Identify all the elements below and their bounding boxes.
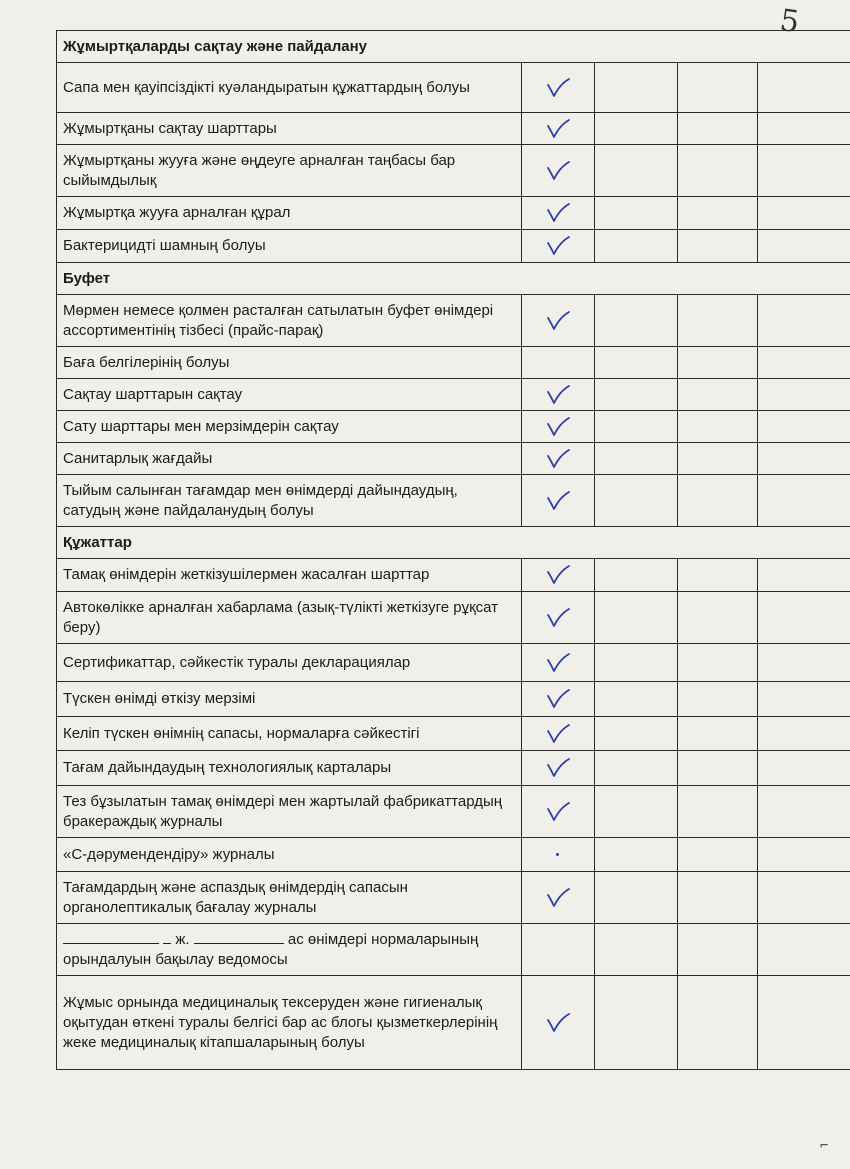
checkmark-icon	[545, 118, 571, 140]
empty-cell	[677, 379, 757, 411]
checkmark-icon	[545, 1012, 571, 1034]
empty-cell	[594, 976, 677, 1070]
checklist-item-label: Автокөлікке арналған хабарлама (азық-түлікті жеткізуге рұқсат беру)	[57, 592, 522, 644]
checklist-item-label	[57, 924, 522, 976]
empty-cell	[594, 838, 677, 872]
checkmark-icon	[545, 310, 571, 332]
empty-cell	[677, 924, 757, 976]
blank-line	[163, 929, 171, 944]
empty-cell	[594, 592, 677, 644]
blank-line	[194, 929, 284, 944]
empty-cell	[594, 872, 677, 924]
empty-cell	[757, 644, 850, 682]
checkmark-icon	[545, 160, 571, 182]
checkmark-icon	[545, 801, 571, 823]
checklist-item-label: Баға белгілерінің болуы	[57, 347, 522, 379]
empty-cell	[594, 443, 677, 475]
checklist-row	[57, 786, 850, 838]
empty-cell	[594, 644, 677, 682]
empty-cell	[677, 592, 757, 644]
checklist-row	[57, 976, 850, 1070]
empty-cell	[757, 230, 850, 263]
checkmark-icon	[545, 723, 571, 745]
inspection-checklist-table	[56, 30, 850, 1070]
checklist-item-label: Бактерицидті шамның болуы	[57, 230, 522, 263]
checkmark-icon	[545, 652, 571, 674]
checklist-row	[57, 347, 850, 379]
checklist-row	[57, 230, 850, 263]
checklist-row	[57, 592, 850, 644]
empty-cell	[594, 145, 677, 197]
empty-cell	[757, 786, 850, 838]
compliance-mark-cell	[521, 230, 594, 263]
checkmark-icon	[545, 607, 571, 629]
checklist-item-label: «С-дәрумендендіру» журналы	[57, 838, 522, 872]
empty-cell	[677, 63, 757, 113]
checklist-item-label: Сату шарттары мен мерзімдерін сақтау	[57, 411, 522, 443]
checklist-row	[57, 872, 850, 924]
empty-cell	[594, 682, 677, 717]
checklist-item-label: Тез бұзылатын тамақ өнімдері мен жартылай фабрикаттардың бракераждық журналы	[57, 786, 522, 838]
checklist-item-label: Тамақ өнімдерін жеткізушілермен жасалған шарттар	[57, 559, 522, 592]
empty-cell	[677, 230, 757, 263]
empty-cell	[594, 347, 677, 379]
empty-cell	[594, 63, 677, 113]
checklist-row	[57, 295, 850, 347]
checkmark-icon	[545, 235, 571, 257]
checkmark-icon	[545, 887, 571, 909]
empty-cell	[677, 475, 757, 527]
compliance-mark-cell	[521, 475, 594, 527]
empty-cell	[757, 751, 850, 786]
checklist-row	[57, 113, 850, 145]
checklist-row	[57, 644, 850, 682]
empty-cell	[757, 592, 850, 644]
checkmark-icon	[545, 564, 571, 586]
empty-cell	[677, 976, 757, 1070]
checklist-row	[57, 838, 850, 872]
empty-cell	[594, 924, 677, 976]
checklist-item-label: Тағамдардың және аспаздық өнімдердің сапасын органолептикалық бағалау журналы	[57, 872, 522, 924]
compliance-mark-cell	[521, 63, 594, 113]
checklist-row	[57, 145, 850, 197]
checklist-row	[57, 751, 850, 786]
empty-cell	[677, 644, 757, 682]
empty-cell	[757, 379, 850, 411]
checklist-row	[57, 197, 850, 230]
compliance-mark-cell	[521, 197, 594, 230]
compliance-mark-cell	[521, 411, 594, 443]
checkmark-icon	[545, 757, 571, 779]
empty-cell	[677, 751, 757, 786]
empty-cell	[757, 872, 850, 924]
checkmark-icon	[545, 416, 571, 438]
compliance-mark-cell	[521, 644, 594, 682]
empty-cell	[757, 682, 850, 717]
compliance-mark-cell	[521, 295, 594, 347]
empty-cell	[757, 443, 850, 475]
compliance-mark-cell	[521, 347, 594, 379]
section-header-row	[57, 263, 850, 295]
checkmark-icon	[545, 448, 571, 470]
empty-cell	[757, 347, 850, 379]
section-title: Буфет	[57, 263, 850, 295]
empty-cell	[757, 838, 850, 872]
page-number: 5	[777, 2, 802, 41]
empty-cell	[677, 443, 757, 475]
compliance-mark-cell	[521, 113, 594, 145]
compliance-mark-cell	[521, 682, 594, 717]
compliance-mark-cell	[521, 379, 594, 411]
empty-cell	[677, 411, 757, 443]
checklist-item-label: Сапа мен қауіпсіздікті куәландыратын құжаттардың болуы	[57, 63, 522, 113]
checkmark-icon	[545, 202, 571, 224]
section-title: Құжаттар	[57, 527, 850, 559]
empty-cell	[757, 717, 850, 751]
compliance-mark-cell	[521, 786, 594, 838]
checklist-item-label: Жұмыс орнында медициналық тексеруден және гигиеналық оқытудан өткені туралы белгісі бар ас блогы қызметкерлерінің жеке медициналық кітапшаларының болуы	[57, 976, 522, 1070]
empty-cell	[594, 717, 677, 751]
compliance-mark-cell	[521, 559, 594, 592]
checkmark-icon	[545, 688, 571, 710]
empty-cell	[594, 559, 677, 592]
compliance-mark-cell	[521, 717, 594, 751]
empty-cell	[594, 295, 677, 347]
checkmark-icon	[545, 384, 571, 406]
empty-cell	[757, 411, 850, 443]
empty-cell	[677, 872, 757, 924]
checklist-item-label: Сертификаттар, сәйкестік туралы декларациялар	[57, 644, 522, 682]
checklist-item-label: Түскен өнімді өткізу мерзімі	[57, 682, 522, 717]
dot-mark	[556, 853, 559, 856]
empty-cell	[594, 411, 677, 443]
empty-cell	[677, 145, 757, 197]
checklist-item-label: Сақтау шарттарын сақтау	[57, 379, 522, 411]
empty-cell	[594, 230, 677, 263]
checklist-row	[57, 411, 850, 443]
compliance-mark-cell	[521, 751, 594, 786]
empty-cell	[594, 475, 677, 527]
empty-cell	[594, 113, 677, 145]
empty-cell	[757, 145, 850, 197]
checklist-item-label: Жұмыртқаны жууға және өңдеуге арналған таңбасы бар сыйымдылық	[57, 145, 522, 197]
empty-cell	[677, 295, 757, 347]
empty-cell	[757, 113, 850, 145]
blank-line	[63, 929, 159, 944]
empty-cell	[677, 347, 757, 379]
compliance-mark-cell	[521, 872, 594, 924]
checklist-row	[57, 379, 850, 411]
empty-cell	[677, 113, 757, 145]
checklist-row	[57, 717, 850, 751]
empty-cell	[594, 786, 677, 838]
checkmark-icon	[545, 77, 571, 99]
checklist-item-label: Санитарлық жағдайы	[57, 443, 522, 475]
empty-cell	[757, 559, 850, 592]
checkmark-icon	[545, 490, 571, 512]
empty-cell	[757, 295, 850, 347]
compliance-mark-cell	[521, 924, 594, 976]
empty-cell	[757, 63, 850, 113]
checklist-item-label: Мөрмен немесе қолмен расталған сатылатын буфет өнімдері ассортиментінің тізбесі (прайс-парақ)	[57, 295, 522, 347]
empty-cell	[677, 838, 757, 872]
checklist-item-label: Тыйым салынған тағамдар мен өнімдерді дайындаудың, сатудың және пайдаланудың болуы	[57, 475, 522, 527]
checklist-row	[57, 682, 850, 717]
checklist-item-label: Жұмыртқаны сақтау шарттары	[57, 113, 522, 145]
empty-cell	[677, 559, 757, 592]
empty-cell	[757, 924, 850, 976]
empty-cell	[594, 379, 677, 411]
compliance-mark-cell	[521, 976, 594, 1070]
scan-edge-mark: ⌐	[820, 1138, 829, 1154]
empty-cell	[677, 717, 757, 751]
empty-cell	[677, 682, 757, 717]
section-title: Жұмыртқаларды сақтау және пайдалану	[57, 31, 850, 63]
empty-cell	[594, 197, 677, 230]
checklist-row	[57, 924, 850, 976]
empty-cell	[757, 197, 850, 230]
checklist-item-label: Тағам дайындаудың технологиялық карталары	[57, 751, 522, 786]
empty-cell	[677, 197, 757, 230]
checklist-row	[57, 443, 850, 475]
compliance-mark-cell	[521, 838, 594, 872]
empty-cell	[757, 976, 850, 1070]
checklist-row	[57, 63, 850, 113]
checklist-item-label: Келіп түскен өнімнің сапасы, нормаларға сәйкестігі	[57, 717, 522, 751]
checklist-item-label: Жұмыртқа жууға арналған құрал	[57, 197, 522, 230]
empty-cell	[594, 751, 677, 786]
compliance-mark-cell	[521, 592, 594, 644]
label-fragment: ж.	[171, 931, 194, 948]
section-header-row	[57, 31, 850, 63]
label-fragment: ас өнімдері нормаларының орындалуын бақылау ведомосы	[63, 931, 479, 968]
section-header-row	[57, 527, 850, 559]
compliance-mark-cell	[521, 443, 594, 475]
empty-cell	[677, 786, 757, 838]
compliance-mark-cell	[521, 145, 594, 197]
checklist-row	[57, 475, 850, 527]
checklist-row	[57, 559, 850, 592]
empty-cell	[757, 475, 850, 527]
